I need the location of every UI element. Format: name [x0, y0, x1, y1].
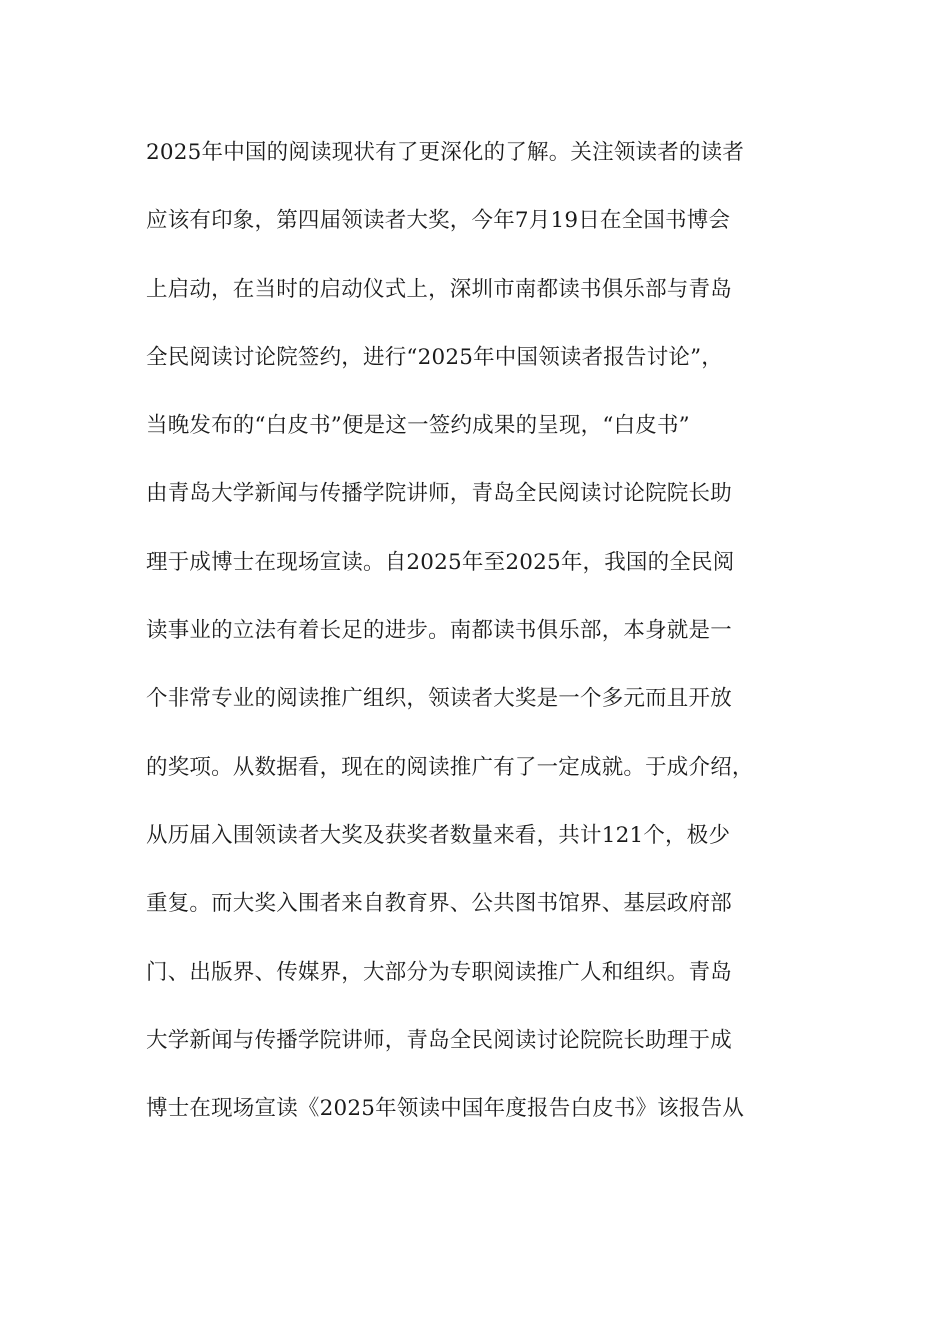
- text-line: 读事业的立法有着长足的进步。南都读书俱乐部，本身就是一: [146, 618, 732, 644]
- text-line: 由青岛大学新闻与传播学院讲师，青岛全民阅读讨论院院长助: [146, 481, 732, 507]
- text-line: 当晚发布的“白皮书”便是这一签约成果的呈现，“白皮书”: [146, 413, 690, 439]
- text-line: 门、出版界、传媒界，大部分为专职阅读推广人和组织。青岛: [146, 959, 732, 985]
- text-line: 上启动，在当时的启动仪式上，深圳市南都读书俱乐部与青岛: [146, 276, 732, 302]
- text-line: 大学新闻与传播学院讲师，青岛全民阅读讨论院院长助理于成: [146, 1027, 732, 1053]
- text-line: 理于成博士在现场宣读。自2025年至2025年，我国的全民阅: [146, 549, 735, 575]
- text-line: 重复。而大奖入围者来自教育界、公共图书馆界、基层政府部: [146, 891, 732, 917]
- text-line: 应该有印象，第四届领读者大奖，今年7月19日在全国书博会: [146, 208, 731, 234]
- body-text: [146, 131, 806, 1155]
- text-line: 从历届入围领读者大奖及获奖者数量来看，共计121个，极少: [146, 822, 731, 848]
- text-line: 的奖项。从数据看，现在的阅读推广有了一定成就。于成介绍，: [146, 754, 754, 780]
- text-line: 全民阅读讨论院签约，进行“2025年中国领读者报告讨论”，: [146, 344, 724, 370]
- text-line: 个非常专业的阅读推广组织，领读者大奖是一个多元而且开放: [146, 686, 732, 712]
- text-line: 博士在现场宣读《2025年领读中国年度报告白皮书》该报告从: [146, 1096, 745, 1122]
- text-line: 2025年中国的阅读现状有了更深化的了解。关注领读者的读者: [146, 140, 745, 165]
